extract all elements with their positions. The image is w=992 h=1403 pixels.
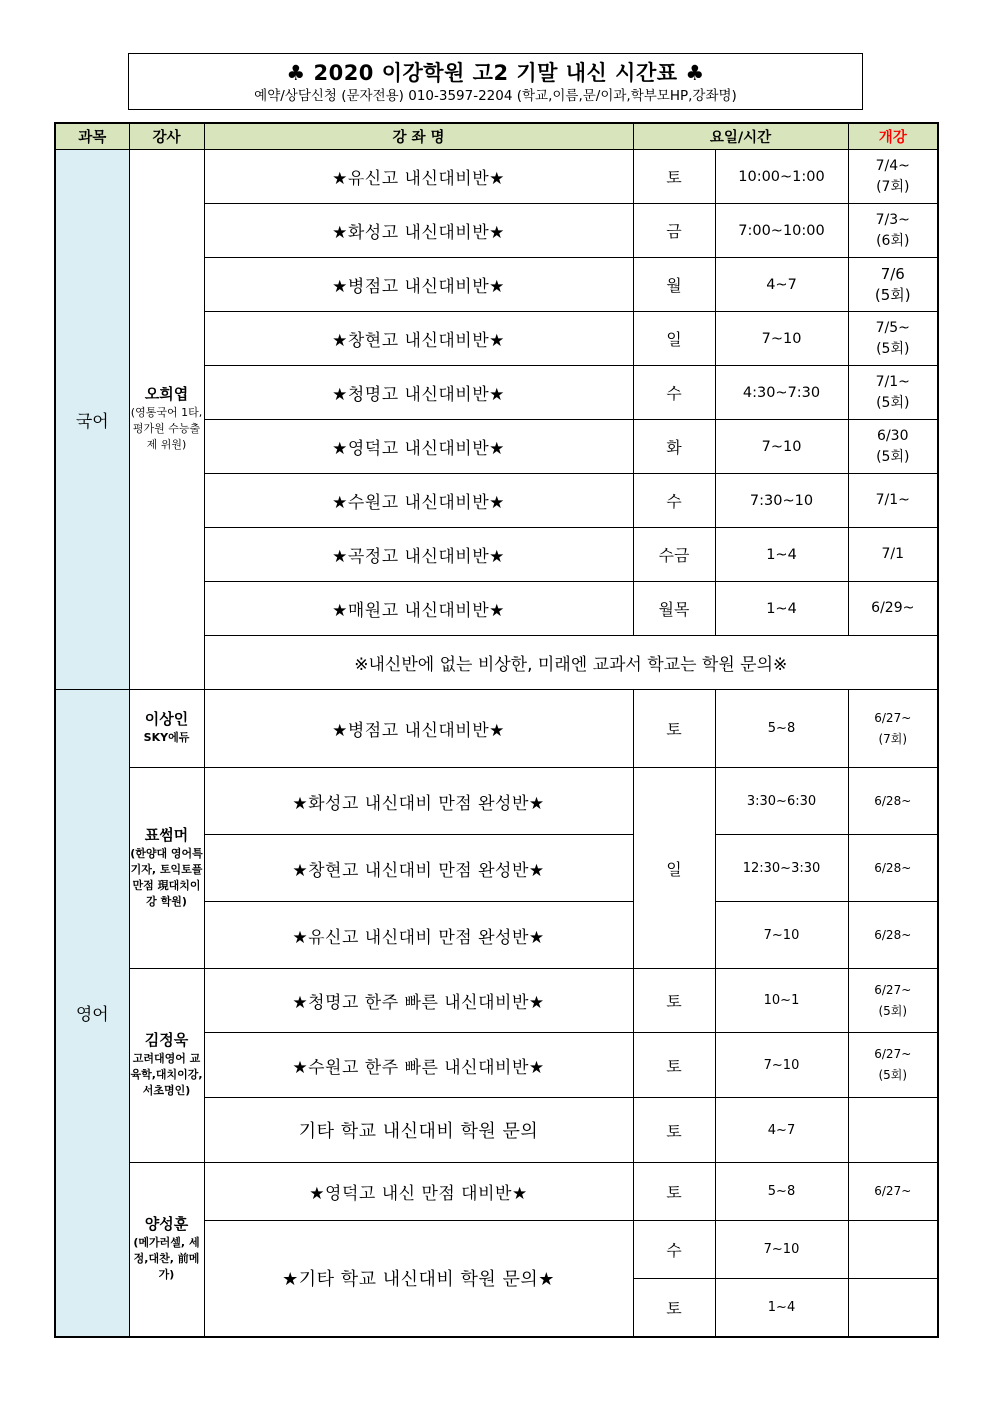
start-date: 7/1~ bbox=[875, 373, 910, 390]
session-count: (5회) bbox=[876, 448, 910, 465]
course-day: 토 bbox=[633, 969, 715, 1033]
course-time: 7~10 bbox=[715, 1033, 848, 1098]
course-time: 10:00~1:00 bbox=[715, 150, 848, 204]
course-time: 1~4 bbox=[715, 1279, 848, 1337]
course-name: ★창현고 내신대비 만점 완성반★ bbox=[204, 835, 633, 902]
course-day: 일 bbox=[633, 312, 715, 366]
course-start: 6/28~ bbox=[848, 902, 938, 969]
course-time: 7~10 bbox=[715, 312, 848, 366]
course-time: 1~4 bbox=[715, 528, 848, 582]
col-header-course: 강 좌 명 bbox=[204, 123, 633, 150]
course-time: 1~4 bbox=[715, 582, 848, 636]
course-name: ★영덕고 내신대비반★ bbox=[204, 420, 633, 474]
table-row bbox=[55, 690, 938, 768]
start-date: 6/27~ bbox=[874, 710, 912, 725]
session-count: (7회) bbox=[876, 178, 910, 195]
course-day: 수 bbox=[633, 366, 715, 420]
course-day: 수금 bbox=[633, 528, 715, 582]
start-date: 7/4~ bbox=[875, 157, 910, 174]
table-row bbox=[55, 150, 938, 204]
course-start bbox=[848, 1033, 938, 1098]
teacher-cell bbox=[129, 768, 204, 969]
course-time: 3:30~6:30 bbox=[715, 768, 848, 835]
page-title: ♣ 2020 이강학원 고2 기말 내신 시간표 ♣ bbox=[286, 61, 705, 85]
session-count: (6회) bbox=[876, 232, 910, 249]
course-day: 토 bbox=[633, 690, 715, 768]
course-start bbox=[848, 690, 938, 768]
course-start bbox=[848, 969, 938, 1033]
course-day: 금 bbox=[633, 204, 715, 258]
col-header-subject: 과목 bbox=[55, 123, 129, 150]
course-name: ★창현고 내신대비반★ bbox=[204, 312, 633, 366]
course-day: 토 bbox=[633, 1163, 715, 1221]
start-date: 7/3~ bbox=[875, 211, 910, 228]
course-start: 6/28~ bbox=[848, 768, 938, 835]
course-time: 4~7 bbox=[715, 258, 848, 312]
course-time: 4:30~7:30 bbox=[715, 366, 848, 420]
course-name: ★수원고 내신대비반★ bbox=[204, 474, 633, 528]
course-day: 화 bbox=[633, 420, 715, 474]
course-time: 5~8 bbox=[715, 690, 848, 768]
course-name: ★곡정고 내신대비반★ bbox=[204, 528, 633, 582]
course-start: 6/28~ bbox=[848, 835, 938, 902]
teacher-name: 표썸머 bbox=[144, 825, 189, 844]
teacher-note: 고려대영어 교육학,대치이강, 서초명인) bbox=[130, 1052, 203, 1097]
course-time: 7:00~10:00 bbox=[715, 204, 848, 258]
course-day: 토 bbox=[633, 150, 715, 204]
course-day: 일 bbox=[633, 768, 715, 969]
start-date: 6/30 bbox=[877, 427, 909, 444]
course-name: ★매원고 내신대비반★ bbox=[204, 582, 633, 636]
course-time: 4~7 bbox=[715, 1098, 848, 1163]
title-box bbox=[128, 53, 863, 110]
session-count: (7회) bbox=[878, 731, 908, 746]
course-start bbox=[848, 366, 938, 420]
course-day: 토 bbox=[633, 1098, 715, 1163]
subject-english: 영어 bbox=[55, 690, 129, 1337]
course-start bbox=[848, 1098, 938, 1163]
course-name: ★영덕고 내신 만점 대비반★ bbox=[204, 1163, 633, 1221]
course-start bbox=[848, 420, 938, 474]
course-time: 7~10 bbox=[715, 1221, 848, 1279]
col-header-start: 개강 bbox=[848, 123, 938, 150]
table-row bbox=[55, 1163, 938, 1221]
timetable bbox=[54, 122, 939, 1338]
header-row bbox=[55, 123, 938, 150]
contact-info: 예약/상담신청 (문자전용) 010-3597-2204 (학교,이름,문/이과,학부모HP,강좌명) bbox=[254, 88, 737, 104]
course-start bbox=[848, 1279, 938, 1337]
teacher-cell bbox=[129, 690, 204, 768]
course-start bbox=[848, 204, 938, 258]
teacher-cell bbox=[129, 150, 204, 690]
teacher-note: (메가러셀, 세정,대찬, 前메가) bbox=[133, 1235, 200, 1281]
course-day: 월 bbox=[633, 258, 715, 312]
col-header-teacher: 강사 bbox=[129, 123, 204, 150]
course-name: ★유신고 내신대비반★ bbox=[204, 150, 633, 204]
course-day: 수 bbox=[633, 1221, 715, 1279]
session-count: (5회) bbox=[874, 285, 911, 304]
teacher-note: (영통국어 1타,평가원 수능출제 위원) bbox=[130, 406, 203, 451]
course-day: 월목 bbox=[633, 582, 715, 636]
teacher-name: 오희엽 bbox=[144, 385, 189, 403]
course-time: 7~10 bbox=[715, 420, 848, 474]
course-name: ★유신고 내신대비 만점 완성반★ bbox=[204, 902, 633, 969]
course-name: ★병점고 내신대비반★ bbox=[204, 258, 633, 312]
course-start bbox=[848, 150, 938, 204]
course-day: 수 bbox=[633, 474, 715, 528]
course-name: ★수원고 한주 빠른 내신대비반★ bbox=[204, 1033, 633, 1098]
session-count: (5회) bbox=[876, 394, 910, 411]
course-day: 토 bbox=[633, 1279, 715, 1337]
course-start bbox=[848, 312, 938, 366]
session-count: (5회) bbox=[878, 1003, 908, 1018]
course-start: 6/27~ bbox=[848, 1163, 938, 1221]
course-name: ★기타 학교 내신대비 학원 문의★ bbox=[204, 1221, 633, 1337]
start-date: 6/27~ bbox=[874, 1047, 912, 1061]
course-name: ★화성고 내신대비반★ bbox=[204, 204, 633, 258]
course-start: 7/1~ bbox=[848, 474, 938, 528]
course-time: 12:30~3:30 bbox=[715, 835, 848, 902]
course-start: 6/29~ bbox=[848, 582, 938, 636]
course-start bbox=[848, 258, 938, 312]
course-start bbox=[848, 1221, 938, 1279]
table-row bbox=[55, 768, 938, 835]
teacher-note: SKY에듀 bbox=[143, 731, 190, 744]
table-row bbox=[55, 969, 938, 1033]
inquiry-note: ※내신반에 없는 비상한, 미래엔 교과서 학교는 학원 문의※ bbox=[204, 636, 938, 690]
course-time: 7:30~10 bbox=[715, 474, 848, 528]
course-start: 7/1 bbox=[848, 528, 938, 582]
course-time: 10~1 bbox=[715, 969, 848, 1033]
course-day: 토 bbox=[633, 1033, 715, 1098]
start-date: 7/6 bbox=[880, 264, 905, 283]
course-name: ★청명고 내신대비반★ bbox=[204, 366, 633, 420]
course-name: 기타 학교 내신대비 학원 문의 bbox=[204, 1098, 633, 1163]
course-name: ★병점고 내신대비반★ bbox=[204, 690, 633, 768]
course-name: ★화성고 내신대비 만점 완성반★ bbox=[204, 768, 633, 835]
teacher-name: 양성훈 bbox=[144, 1214, 189, 1233]
teacher-cell bbox=[129, 969, 204, 1163]
course-name: ★청명고 한주 빠른 내신대비반★ bbox=[204, 969, 633, 1033]
teacher-name: 이상인 bbox=[144, 710, 189, 728]
session-count: (5회) bbox=[878, 1068, 908, 1082]
col-header-schedule: 요일/시간 bbox=[633, 123, 848, 150]
teacher-note: (한양대 영어특기자, 토익토플 만점 現대치이강 학원) bbox=[130, 846, 203, 908]
course-time: 7~10 bbox=[715, 902, 848, 969]
course-time: 5~8 bbox=[715, 1163, 848, 1221]
subject-korean: 국어 bbox=[55, 150, 129, 690]
start-date: 6/27~ bbox=[874, 982, 912, 997]
start-date: 7/5~ bbox=[875, 319, 910, 336]
teacher-name: 김정욱 bbox=[144, 1031, 189, 1049]
session-count: (5회) bbox=[876, 340, 910, 357]
teacher-cell bbox=[129, 1163, 204, 1337]
